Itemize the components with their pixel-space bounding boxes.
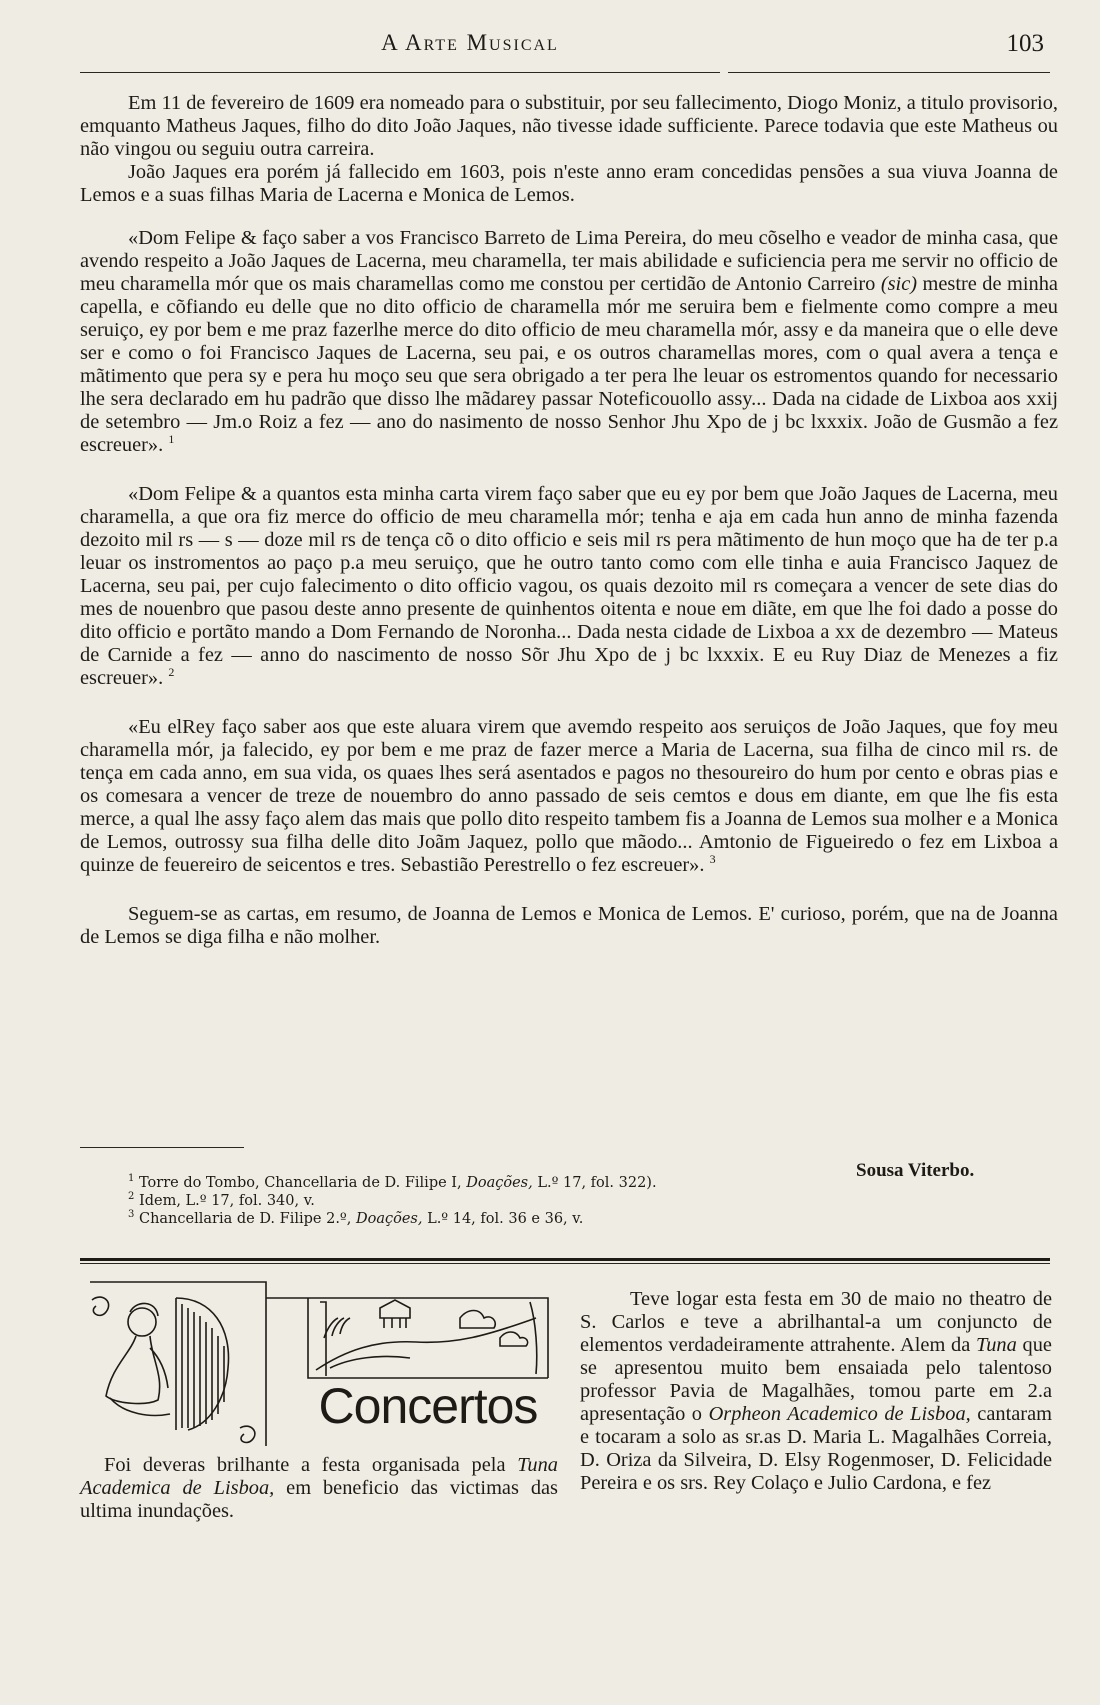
concertos-description: Teve logar esta festa em 30 de maio no theatro de S. Carlos e teve a abrilhantal-a um conjuncto de elementos verdadeiramente attrahente. Alem da Tuna que se apresentou muito bem ensaiada pelo talentoso professor Pavia de Magalhães, tomou parte em 2.a apresentação o Orpheon Academico de Lisboa, cantaram e tocaram a solo as sr.as D. Maria L. Magalhães Correia, D. Oriza da Silveira, D. Elsy Rogenmoser, D. Felicidade Pereira e os srs. Rey Colaço e Julio Cardona, e fez [580,1288,1053,1494]
header-rule-right [728,72,1050,73]
footnote-ref-1: 1 [168,432,175,447]
footnote-1: $^1$ Torre do Tombo, Chancellaria de D. Filipe I, Doações, L.º 17, fol. 322). [128,1173,657,1191]
running-header [80,30,1050,64]
paragraph-3: «Dom Felipe & faço saber a vos Francisco Barreto de Lima Pereira, do meu cõselho e veador de minha casa, que avendo respeito a João Jaques de Lacerna, meu charamella, ter mais abilidade e suficiencia pera me servir no officio de meu charamella mór que os mais charamellas como me constou per certidão de Antonio Carreiro (sic) mestre de minha capella, e cõfiando eu delle que no dito officio de charamella mór me seruira bem e fielmente como compre a meu seruiço, ey por bem e me praz fazerlhe merce do dito officio de meu charamella mór, assy e da maneira que o elle deve ser e como o foi Francisco Jaques de Lacerna, seu pai, e os outros charamellas mores, com o qual avera a tença e mãtimento que pera sy e pera hu moço seu que sera obrigado a ter pera lhe leuar os estromentos quando for necessario lhe sera declarado em hu padrão que disso lhe mãdarey passar Noteficouollo assy... Dada na cidade de Lixboa aos xxij de setembro — Jm.o Roiz a fez — ano do nasimento de nosso Senhor Jhu Xpo de j bc lxxxix. João de Gusmão a fez escreuer». $^1$ [80,227,1058,456]
author-signature: Sousa Viterbo. [856,1160,975,1181]
journal-title: A Arte Musical [381,30,559,55]
concertos-heading: Concertos [318,1378,538,1434]
page-number: 103 [1006,30,1044,57]
paragraph-2: João Jaques era porém já fallecido em 1603, pois n'este anno eram concedidas pensões a sua viuva Joanna de Lemos e a suas filhas Maria de Lacerna e Monica de Lemos. [80,161,1058,206]
section-rule-thin [80,1263,1050,1264]
paragraph-1: Em 11 de fevereiro de 1609 era nomeado para o substituir, por seu fallecimento, Diogo Moniz, a titulo provisorio, emquanto Matheus Jaques, filho do dito João Jaques, não tivesse idade sufficiente. Parece todavia que este Matheus ou não vingou ou seguiu outra carreira. [80,92,1058,160]
concertos-intro: Foi deveras brilhante a festa organisada pela Tuna Academica de Lisboa, em beneficio das victimas das ultima inundações. [80,1454,558,1522]
footnote-3: $^3$ Chancellaria de D. Filipe 2.º, Doações, L.º 14, fol. 36 e 36, v. [128,1209,584,1227]
footnote-ref-3: 3 [709,852,716,867]
header-rule-left [80,72,720,73]
paragraph-5: «Eu elRey faço saber aos que este aluara virem que avemdo respeito aos seruiços de João Jaques, que foy meu charamella mór, ja falecido, ey por bem e me praz de fazer merce a Maria de Lacerna, sua filha de cinco mil rs. de tença em cada anno, em sua vida, os quaes lhes será asentados e pagos no thesoureiro do hum por cento e obras pias e os comesara a vencer de treze de nouembro do anno passado de seis cemtos e dous em diante, em que lhe fis esta merce, a qual lhe assy faço alem das mais que pollo dito respeito tambem fis a Joanna de Lemos sua molher e a Monica de Lemos, outrossy sua filha delle dito Joãm Jaquez, pollo que mãodo... Amtonio de Figueiredo o fez em Lixboa a quinze de feuereiro de seicentos e tres. Sebastião Perestrello o fez escreuer». $^3$ [80,716,1058,876]
paragraph-6: Seguem-se as cartas, em resumo, de Joanna de Lemos e Monica de Lemos. E' curioso, porém, que na de Joanna de Lemos se diga filha e não molher. [80,903,1058,948]
footnote-2: $^2$ Idem, L.º 17, fol. 340, v. [128,1191,315,1209]
footnote-ref-2: 2 [168,665,175,680]
footnotes [128,1174,768,1228]
article-body [80,92,1058,949]
footnote-rule [80,1147,244,1148]
concertos-right-column [580,1288,1052,1495]
section-rule-thick [80,1258,1050,1261]
sic-note: (sic) [880,273,918,295]
paragraph-4: «Dom Felipe & a quantos esta minha carta virem faço saber que eu ey por bem que João Jaques de Lacerna, meu charamella, a que ora fiz merce do officio de meu charamella mór; tenha e aja em cada hun anno de minha fazenda dezoito mil rs — s — doze mil rs de tença cõ o dito officio e seis mil rs pera mãtimento de hun moço que ha de ter p.a leuar os instromentos ao paço p.a meu seruiço, que he outro tanto como com elle tinha e auia Francisco Jaquez de Lacerna, seu pai, per cujo falecimento o dito officio vagou, os quais dezoito mil rs começara a vencer de sete dias do mes de nouenbro que pasou deste anno presente de quinhentos oitenta e noue em diãte, em que lhe foi dado a posse do dito officio e portãto mando a Dom Fernando de Noronha... Dada nesta cidade de Lixboa a xx de dezembro — Mateus de Carnide a fez — anno do nascimento de nosso Sõr Jhu Xpo de j bc lxxxix. E eu Ruy Diaz de Menezes a fiz escreuer». $^2$ [80,483,1058,689]
concertos-left-column [80,1454,558,1523]
